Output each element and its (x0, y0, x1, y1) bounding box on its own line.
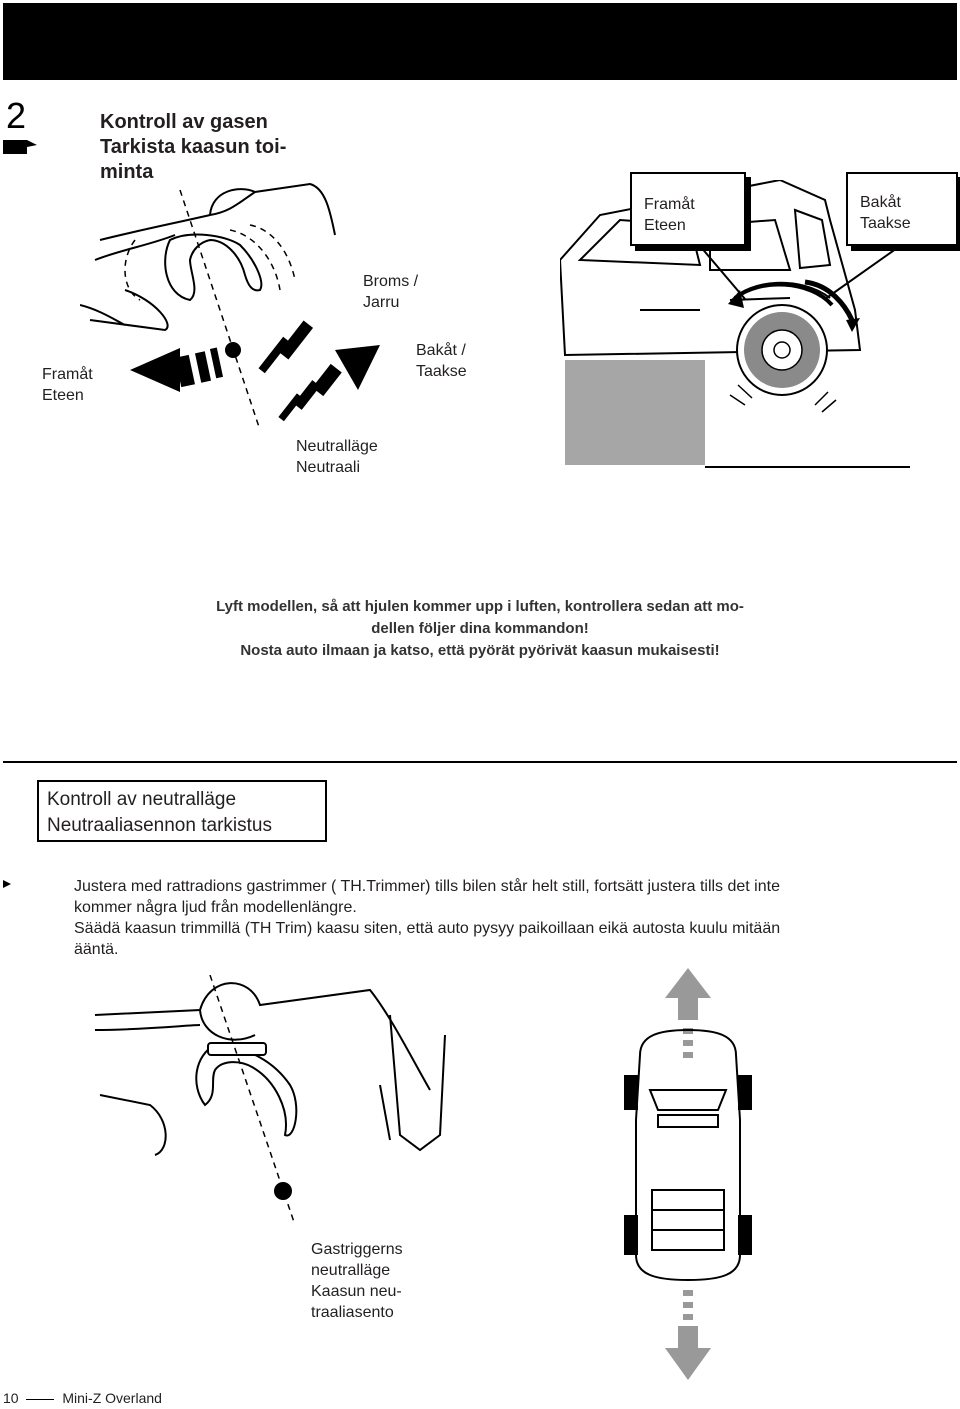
title-swedish: Kontroll av gasen (100, 111, 268, 133)
backward-label: Bakåt / Taakse (416, 342, 467, 380)
neutral-trigger-illustration (90, 975, 460, 1235)
footer-rule (26, 1399, 54, 1400)
brake-label: Broms / Jarru (363, 273, 419, 311)
section-heading (37, 780, 327, 842)
instruction-line-1: Lyft modellen, så att hjulen kommer upp i luften, kontrollera sedan att mo- (216, 598, 744, 615)
car-top-view-illustration (600, 960, 780, 1390)
page-number: 10 (3, 1390, 19, 1406)
section-heading-finnish: Neutraaliasennon tarkistus (47, 815, 272, 836)
header-bar (3, 3, 957, 80)
trigger-neutral-label: Gastriggerns neutralläge Kaasun neu- traaliasento (311, 1241, 403, 1321)
page-title (100, 110, 330, 185)
title-finnish: Tarkista kaasun toi- minta (100, 136, 287, 183)
section-heading-swedish: Kontroll av neutralläge (47, 789, 237, 810)
instruction-line-2: dellen följer dina kommandon! (371, 620, 589, 637)
step-number: 2 (6, 95, 27, 136)
body-line-1: Justera med rattradions gastrimmer ( TH.Trimmer) tills bilen står helt still, fortsätt justera tills det inte (74, 878, 780, 895)
pointing-hand-icon (3, 137, 39, 157)
lift-instruction (150, 596, 810, 662)
body-line-4: ääntä. (74, 941, 119, 958)
instruction-line-3: Nosta auto ilmaan ja katso, että pyörät pyörivät kaasun mukaisesti! (240, 642, 720, 659)
neutral-label: Neutralläge Neutraali (296, 438, 378, 476)
callout-backward-text: Bakåt Taakse (860, 194, 911, 232)
callout-pointers (690, 244, 920, 304)
callout-forward (630, 172, 746, 246)
body-line-2: kommer några ljud från modellenlängre. (74, 899, 357, 916)
callout-backward (846, 172, 958, 246)
body-text (74, 876, 934, 960)
callout-forward-text: Framåt Eteen (644, 196, 695, 234)
forward-label: Framåt Eteen (42, 366, 93, 404)
bullet-arrow-icon (3, 880, 11, 888)
body-line-3: Säädä kaasun trimmillä (TH Trim) kaasu siten, että auto pysyy paikoillaan eikä autosta kuulu mitään (74, 920, 781, 937)
section-divider (3, 761, 957, 763)
page-footer (3, 1390, 162, 1406)
product-name: Mini-Z Overland (62, 1390, 162, 1406)
